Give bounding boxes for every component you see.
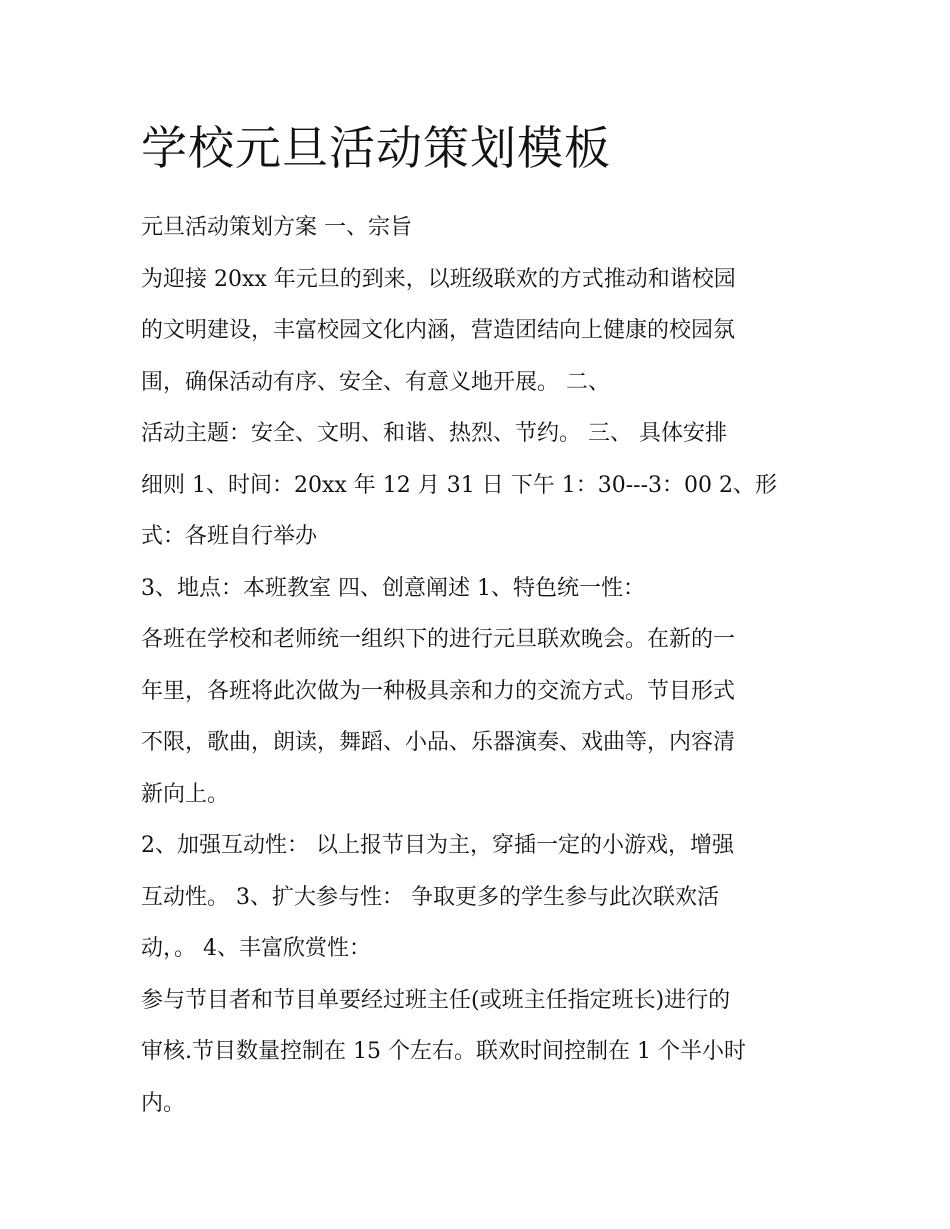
text-line: 的文明建设，丰富校园文化内涵，营造团结向上健康的校园氛 — [141, 318, 736, 343]
text-line: 2、加强互动性： 以上报节目为主，穿插一定的小游戏，增强 — [141, 833, 734, 858]
document-page — [141, 118, 821, 1129]
text-line: 新向上。 — [141, 781, 230, 807]
document-body — [141, 202, 821, 1129]
text-line: 内。 — [141, 1090, 186, 1116]
text-line: 为迎接 20xx 年元旦的到来，以班级联欢的方式推动和谐校园 — [141, 266, 736, 292]
text-line: 年里，各班将此次做为一种极具亲和力的交流方式。节目形式 — [141, 678, 736, 704]
text-line: 互动性。 3、扩大参与性： 争取更多的学生参与此次联欢活 — [141, 884, 719, 910]
text-line: 细则 1、时间：20xx 年 12 月 31 日 下午 1：30---3：00 2、形 — [141, 472, 778, 498]
text-line: 元旦活动策划方案 一、宗旨 — [141, 215, 412, 240]
text-line: 审核.节目数量控制在 15 个左右。联欢时间控制在 1 个半小时 — [141, 1039, 746, 1064]
text-line: 3、地点：本班教室 四、创意阐述 1、特色统一性： — [141, 575, 645, 601]
text-line: 不限，歌曲，朗读，舞蹈、小品、乐器演奏、戏曲等，内容清 — [141, 730, 736, 755]
text-line: 式：各班自行举办 — [141, 524, 318, 549]
text-line: 围，确保活动有序、安全、有意义地开展。 二、 — [141, 369, 610, 395]
text-line: 动，。 4、丰富欣赏性： — [141, 936, 371, 961]
text-line: 各班在学校和老师统一组织下的进行元旦联欢晚会。在新的一 — [141, 627, 736, 652]
text-line: 活动主题：安全、文明、和谐、热烈、节约。 三、 具体安排 — [141, 421, 727, 446]
text-line: 参与节目者和节目单要经过班主任(或班主任指定班长)进行的 — [141, 987, 731, 1013]
document-title: 学校元旦活动策划模板 — [141, 121, 611, 175]
